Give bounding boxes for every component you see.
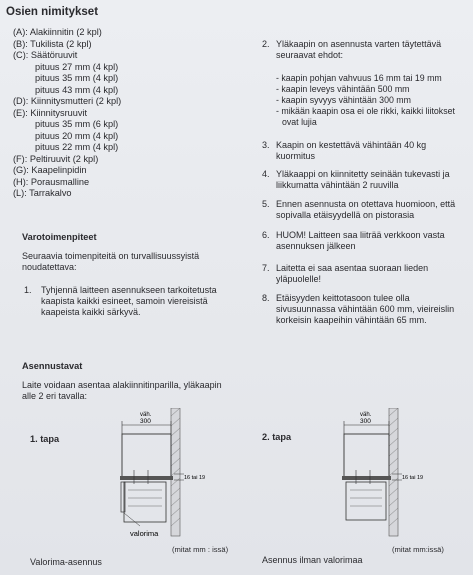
parts-title: Osien nimitykset bbox=[6, 6, 99, 18]
parts-item: (F): Peltiruuvit (2 kpl) bbox=[13, 153, 99, 164]
condition-7: Laitetta ei saa asentaa suoraan lieden yläpuolelle! bbox=[276, 263, 429, 284]
parts-item: (B): Tukilista (2 kpl) bbox=[13, 38, 92, 49]
condition-8: Etäisyyden keittotasoon tulee olla sivusuunnassa vähintään 600 mm, vieireislin korkeisin kaapeihin vähintään 65 mm. bbox=[276, 293, 455, 325]
condition-bullet: - kaapin leveys vähintään 500 mm bbox=[276, 84, 410, 94]
method-2-label: 2. tapa bbox=[262, 432, 292, 442]
parts-item: (H): Porausmalline bbox=[13, 176, 90, 187]
caption-method-1: Valorima-asennus bbox=[30, 557, 102, 567]
parts-item: pituus 35 mm (4 kpl) bbox=[35, 73, 119, 83]
install-intro: Laite voidaan asentaa alakiinnitinparilla, yläkaapin alle 2 eri tavalla: bbox=[22, 380, 222, 401]
condition-5: Ennen asennusta on otettava huomioon, että sopivalla etäisyydellä on pistorasia bbox=[276, 199, 456, 220]
units-note-1: (mitat mm : issä) bbox=[172, 545, 229, 554]
dim-16-19-label: 16 tai 19 bbox=[402, 475, 424, 481]
parts-item: pituus 27 mm (4 kpl) bbox=[35, 61, 119, 72]
dim-min-label: väh. bbox=[140, 412, 152, 418]
method-1-label: 1. tapa bbox=[30, 434, 60, 444]
dim-300-label: 300 bbox=[140, 418, 151, 425]
condition-6: HUOM! Laitteen saa liiträä verkkoon vasta asennuksen jälkeen bbox=[276, 230, 445, 251]
condition-bullet: - mikään kaapin osa ei ole rikki, kaikki liitokset bbox=[276, 106, 455, 116]
dim-16-19-label: 16 tai 19 bbox=[184, 475, 206, 481]
condition-number: 6. bbox=[262, 230, 270, 240]
condition-bullet: - kaapin syvyys vähintään 300 mm bbox=[276, 95, 411, 105]
dim-300-label: 300 bbox=[360, 418, 371, 425]
condition-number: 2. bbox=[262, 39, 270, 49]
parts-item: (L): Tarrakalvo bbox=[13, 188, 72, 198]
warnings-intro: Seuraavia toimenpiteitä on turvallisuussyistä noudatettava: bbox=[22, 251, 200, 272]
diagram-method-2 bbox=[318, 408, 428, 543]
parts-item: (E): Kiinnitysruuvit bbox=[13, 107, 88, 118]
parts-item: (C): Säätöruuvit bbox=[13, 50, 78, 60]
parts-item: pituus 43 mm (4 kpl) bbox=[35, 84, 119, 95]
condition-number: 8. bbox=[262, 293, 270, 303]
condition-4: Yläkaappi on kiinnitetty seinään tukevasti ja liikkumatta vähintään 2 ruuvilla bbox=[276, 169, 450, 190]
condition-number: 7. bbox=[262, 263, 270, 273]
warnings-title: Varotoimenpiteet bbox=[22, 232, 97, 242]
condition-3: Kaapin on kestettävä vähintään 40 kg kuormitus bbox=[276, 140, 427, 161]
condition-bullet: ovat lujia bbox=[282, 117, 317, 127]
warning-item-number: 1. bbox=[24, 285, 32, 295]
dim-min-label: väh. bbox=[360, 412, 372, 418]
parts-item: (A): Alakiinnitin (2 kpl) bbox=[13, 27, 102, 37]
condition-2: Yläkaapin on asennusta varten täytettävä seuraavat ehdot: bbox=[276, 39, 442, 60]
units-note-2: (mitat mm:issä) bbox=[392, 545, 444, 554]
caption-method-2: Asennus ilman valorimaa bbox=[262, 555, 363, 565]
condition-number: 4. bbox=[262, 169, 270, 179]
diagram-method-1 bbox=[100, 408, 210, 543]
condition-number: 5. bbox=[262, 199, 270, 209]
parts-item: (G): Kaapelinpidin bbox=[13, 165, 87, 175]
warning-item-1: Tyhjennä laitteen asennukseen tarkoitetusta kaapista kaikki esineet, samoin viereisistä kaapeista kaikki särkyvä. bbox=[41, 285, 217, 317]
install-title: Asennustavat bbox=[22, 361, 83, 371]
condition-number: 3. bbox=[262, 140, 270, 150]
parts-item: pituus 20 mm (4 kpl) bbox=[35, 130, 119, 141]
condition-bullet: - kaapin pohjan vahvuus 16 mm tai 19 mm bbox=[276, 73, 442, 83]
parts-item: pituus 22 mm (4 kpl) bbox=[35, 142, 119, 152]
parts-item: (D): Kiinnitysmutteri (2 kpl) bbox=[13, 96, 122, 106]
parts-item: pituus 35 mm (6 kpl) bbox=[35, 119, 119, 129]
valorima-label: valorima bbox=[130, 529, 159, 538]
